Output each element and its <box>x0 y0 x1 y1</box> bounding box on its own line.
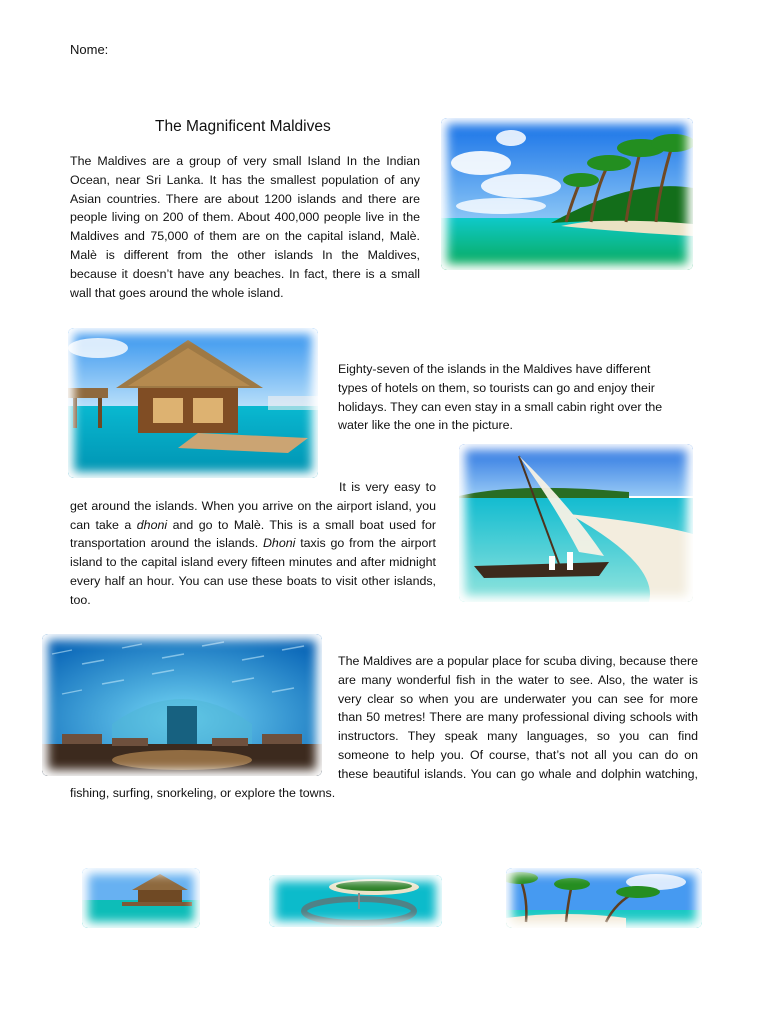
paragraph-text: It is very easy to get around the islands. When you arrive on the airport island, you can take a <box>70 480 436 532</box>
italic-term: Dhoni <box>262 536 296 551</box>
name-label: Nome: <box>70 42 109 57</box>
paragraph-text: taxis go from the airport island to the capital island every fifteen minutes and after midnight every half an hour. You can use these boats to visit other islands, too. <box>70 536 436 607</box>
underwater-restaurant-photo-icon <box>42 634 322 776</box>
sailing-dhoni-photo-icon <box>459 444 693 602</box>
paragraph-text: The Maldives are a group of very small Island In the Indian Ocean, near Sri Lanka. It has the smallest population of any Asian countries. There are about 1200 islands and there are people living on 200 of them. About 400,000 people live in the Maldives and 75,000 of them are on the capital island, Malè. Malè is different from the other islands In the Maldives, because it doesn’t have any beaches. In fact, there is a small wall that goes around the whole island. <box>70 154 420 300</box>
paragraph-2 <box>338 360 683 435</box>
palm-beach-photo-icon <box>441 118 693 270</box>
article-title: The Magnificent Maldives <box>155 118 331 135</box>
paragraph-1 <box>70 152 420 302</box>
palm-trees-photo-icon <box>506 868 702 928</box>
paragraph-text: Eighty-seven of the islands in the Maldives have different types of hotels on them, so tourists can go and enjoy their holidays. They can even stay in a small cabin right over the water like the one in the picture. <box>338 362 663 433</box>
paragraph-3 <box>70 478 436 610</box>
paragraph-text: The Maldives are a popular place for scuba diving, because there are many wonderful fish in the water to see. Also, the water is very clear so when you are underwater you can see for more than 50 metres! There are many professional diving schools with instructors. They speak many languages, so you can find someone to help you. Of course, that’s not all you can do on these beautiful islands. You can go whale and dolphin watching, fishing, surfing, snorkeling, or explore the towns. <box>70 654 698 800</box>
water-bungalow-photo-icon <box>68 328 318 478</box>
paragraph-text: and go to Malè. This is a small boat used for transportation around the islands. <box>70 517 436 551</box>
italic-term: dhoni <box>136 517 168 532</box>
small-bungalow-photo-icon <box>82 868 200 928</box>
island-aerial-photo-icon <box>269 875 442 927</box>
